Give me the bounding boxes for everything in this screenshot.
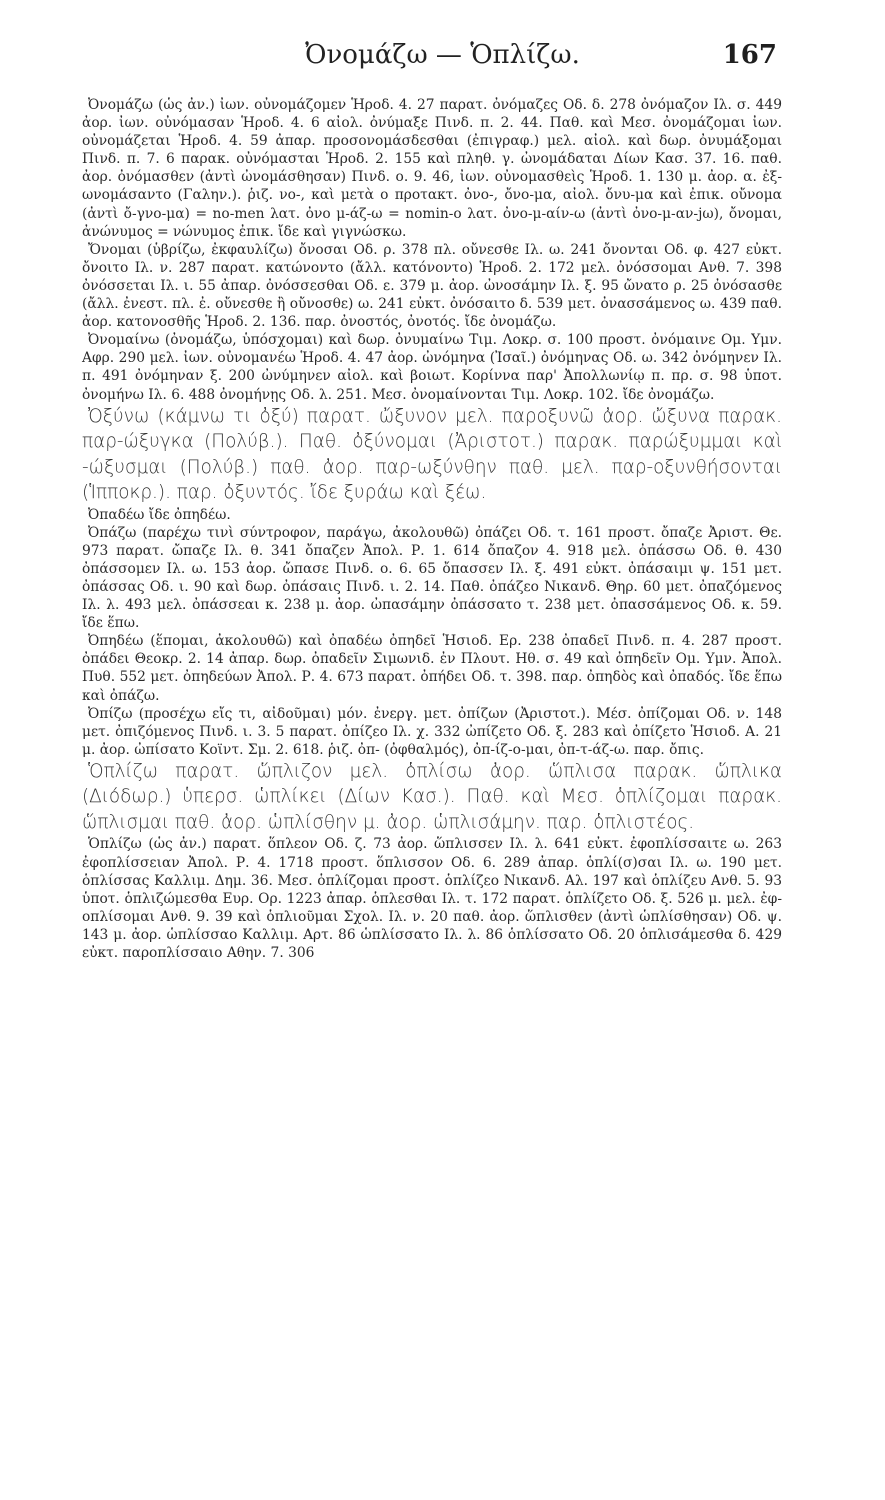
entry-onomai: Ὄνομαι (ὑβρίζω, ἐκφαυλίζω) ὄνοσαι Οδ. ρ. 378 πλ. οὔνεσθε Ιλ. ω. 241 ὄνονται Οδ. φ. 427 εὐκτ. ὄνοιτο Ιλ. ν. 287 παρατ. κατώνοντο (ἄλλ. κατόνοντο) Ἡροδ. 2. 172 μελ. ὀνόσσομαι Ανθ. 7. 398 ὀνόσσεται Ιλ. ι. 55 ἀπαρ. ὀνόσσεσθαι Οδ. ε. 379 μ. ἀορ. ὠνοσάμην Ιλ. ξ. 95 ὤνατο ρ. 25 ὀνόσασθε (ἄλλ. ἐνεστ. πλ. ἐ. οὔνεσθε ἢ οὔνοσθε) ω. 241 εὐκτ. ὀνόσαιτο δ. 539 μετ. ὀνασσάμενος ω. 439 παθ. ἀορ. κατονοσθῆς Ἡροδ. 2. 136. παρ. ὀνοστός, ὀνοτός. ἴδε ὀνομάζω.	[82, 241, 782, 331]
running-title: Ὀνομάζω — Ὁπλίζω.	[305, 40, 580, 70]
handwritten-entry-oxyno: Ὀξύνω (κάμνω τι ὀξύ) παρατ. ὤξυνον μελ. παροξυνῶ ἀορ. ὤξυνα παρακ. παρ-ώξυγκα (Πολύβ.). Παθ. ὀξύνομαι (Ἀριστοτ.) παρακ. παρώξυμμαι καὶ -ώξυσμαι (Πολύβ.) παθ. ἀορ. παρ-ωξύνθην παθ. μελ. παρ-οξυνθήσονται (Ἱπποκρ.). παρ. ὀξυντός. ἴδε ξυράω καὶ ξέω.	[82, 405, 782, 504]
page-number: 167	[722, 40, 777, 70]
page-body	[82, 96, 782, 962]
page-header	[0, 40, 885, 90]
entry-oplizo-epic: Ὁπλίζω (ὡς ἀν.) παρατ. ὅπλεον Οδ. ζ. 73 ἀορ. ὥπλισσεν Ιλ. λ. 641 εὐκτ. ἐφοπλίσσαιτε ω. 263 ἐφοπλίσσειαν Ἀπολ. Ρ. 4. 1718 προστ. ὅπλισσον Οδ. 6. 289 ἀπαρ. ὁπλί(σ)σαι Ιλ. ω. 190 μετ. ὁπλίσσας Καλλιμ. Δημ. 36. Μεσ. ὁπλίζομαι προστ. ὁπλίζεο Νικανδ. Αλ. 197 καὶ ὁπλίζευ Ανθ. 5. 93 ὑποτ. ὁπλιζώμεσθα Ευρ. Ορ. 1223 ἀπαρ. ὁπλεσθαι Ιλ. τ. 172 παρατ. ὁπλίζετο Οδ. ξ. 526 μ. μελ. ἐφ-οπλίσομαι Ανθ. 9. 39 καὶ ὁπλιοῦμαι Σχολ. Ιλ. ν. 20 παθ. ἀορ. ὥπλισθεν (ἀντὶ ὡπλίσθησαν) Οδ. ψ. 143 μ. ἀορ. ὡπλίσσαο Καλλιμ. Αρτ. 86 ὡπλίσσατο Ιλ. λ. 86 ὁπλίσσατο Οδ. 20 ὁπλισάμεσθα δ. 429 εὐκτ. παροπλίσσαιο Αθην. 7. 306	[82, 836, 782, 961]
entry-opadeo: Ὀπαδέω ἴδε ὀπηδέω.	[88, 506, 231, 523]
entry-onomazo: Ὀνομάζω (ὡς ἀν.) ἰων. οὐνομάζομεν Ἡροδ. 4. 27 παρατ. ὀνόμαζες Οδ. δ. 278 ὀνόμαζον Ιλ. σ. 449 ἀορ. ἰων. οὐνόμασαν Ἡροδ. 4. 6 αἰολ. ὀνύμαξε Πινδ. π. 2. 44. Παθ. καὶ Μεσ. ὀνομάζομαι ἰων. οὐνομάζεται Ἡροδ. 4. 59 ἀπαρ. προσονομάσδεσθαι (ἐπιγραφ.) μελ. αἰολ. καὶ δωρ. ὀνυμάξομαι Πινδ. π. 7. 6 παρακ. οὐνόμασται Ἡροδ. 2. 155 καὶ πληθ. γ. ὠνομάδαται Δίων Κασ. 37. 16. παθ. ἀορ. ὀνόμασθεν (ἀντὶ ὠνομάσθησαν) Πινδ. ο. 9. 46, ἰων. οὐνομασθεὶς Ἡροδ. 1. 130 μ. ἀορ. α. ἐξ-ωνομάσαντο (Γαλην.). ῥιζ. νο-, καὶ μετὰ ο προτακτ. ὀνο-, ὄνο-μα, αἰολ. ὄνυ-μα καὶ ἐπικ. οὔνομα (ἀντὶ ὄ-γνο-μα) = no-men λατ. ὀνο μ-άζ-ω = nomin-o λατ. ὀνο-μ-αίν-ω (ἀντὶ ὀνο-μ-αν-jω), ὄνομαι, ἀνώνυμος = νώνυμος ἐπικ. ἴδε καὶ γιγνώσκω.	[82, 97, 782, 240]
handwritten-entry-oplizo: Ὁπλίζω παρατ. ὥπλιζον μελ. ὁπλίσω ἀορ. ὥπλισα παρακ. ὥπλικα (Διόδωρ.) ὑπερσ. ὡπλίκει (Δίων Κασ.). Παθ. καὶ Μεσ. ὁπλίζομαι παρακ. ὥπλισμαι παθ. ἀορ. ὡπλίσθην μ. ἀορ. ὡπλισάμην. παρ. ὁπλιστέος.	[82, 760, 782, 833]
entry-opedeo: Ὀπηδέω (ἕπομαι, ἀκολουθῶ) καὶ ὀπαδέω ὀπηδεῖ Ἡσιοδ. Ερ. 238 ὀπαδεῖ Πινδ. π. 4. 287 προστ. ὀπάδει Θεοκρ. 2. 14 ἀπαρ. δωρ. ὀπαδεῖν Σιμωνιδ. ἐν Πλουτ. Ηθ. σ. 49 καὶ ὀπηδεῖν Ομ. Υμν. Ἀπολ. Πυθ. 552 μετ. ὀπηδεύων Ἀπολ. Ρ. 4. 673 παρατ. ὀπήδει Οδ. τ. 398. παρ. ὀπηδὸς καὶ ὀπαδός. ἴδε ἕπω καὶ ὀπάζω.	[82, 633, 782, 704]
entry-opazo: Ὀπάζω (παρέχω τινὶ σύντροφον, παράγω, ἀκολουθῶ) ὀπάζει Οδ. τ. 161 προστ. ὄπαζε Ἀριστ. Θε. 973 παρατ. ὤπαζε Ιλ. θ. 341 ὄπαζεν Ἀπολ. Ρ. 1. 614 ὄπαζον 4. 918 μελ. ὀπάσσω Οδ. θ. 430 ὀπάσσομεν Ιλ. ω. 153 ἀορ. ὤπασε Πινδ. ο. 6. 65 ὄπασσεν Ιλ. ξ. 491 εὐκτ. ὀπάσαιμι ψ. 151 μετ. ὀπάσσας Οδ. ι. 90 καὶ δωρ. ὀπάσαις Πινδ. ι. 2. 14. Παθ. ὀπάζεο Νικανδ. Θηρ. 60 μετ. ὀπαζόμενος Ιλ. λ. 493 μελ. ὀπάσσεαι κ. 238 μ. ἀορ. ὠπασάμην ὀπάσσατο τ. 238 μετ. ὀπασσάμενος Οδ. κ. 59. ἴδε ἕπω.	[82, 524, 782, 632]
entry-onomaino: Ὀνομαίνω (ὀνομάζω, ὑπόσχομαι) καὶ δωρ. ὀνυμαίνω Τιμ. Λοκρ. σ. 100 προστ. ὀνόμαινε Ομ. Υμν. Αφρ. 290 μελ. ἰων. οὐνομανέω Ἡροδ. 4. 47 ἀορ. ὠνόμηνα (Ἰσαῖ.) ὀνόμηνας Οδ. ω. 342 ὀνόμηνεν Ιλ. π. 491 ὀνόμηναν ξ. 200 ὠνύμηνεν αἰολ. καὶ βοιωτ. Κορίννα παρ' Ἀπολλωνίῳ π. πρ. σ. 98 ὑποτ. ὀνομήνω Ιλ. 6. 488 ὀνομήνῃς Οδ. λ. 251. Μεσ. ὀνομαίνονται Τιμ. Λοκρ. 102. ἴδε ὀνομάζω.	[82, 332, 782, 403]
entry-opizo: Ὀπίζω (προσέχω εἴς τι, αἰδοῦμαι) μόν. ἐνεργ. μετ. ὀπίζων (Ἀριστοτ.). Μέσ. ὀπίζομαι Οδ. ν. 148 μετ. ὀπιζόμενος Πινδ. ι. 3. 5 παρατ. ὀπίζεο Ιλ. χ. 332 ὠπίζετο Οδ. ξ. 283 καὶ ὀπίζετο Ἡσιοδ. Α. 21 μ. ἀορ. ὠπίσατο Κοϊντ. Σμ. 2. 618. ῥιζ. ὀπ- (ὀφθαλμός), ὀπ-ίζ-ο-μαι, ὀπ-τ-άζ-ω. παρ. ὄπις.	[82, 705, 782, 758]
